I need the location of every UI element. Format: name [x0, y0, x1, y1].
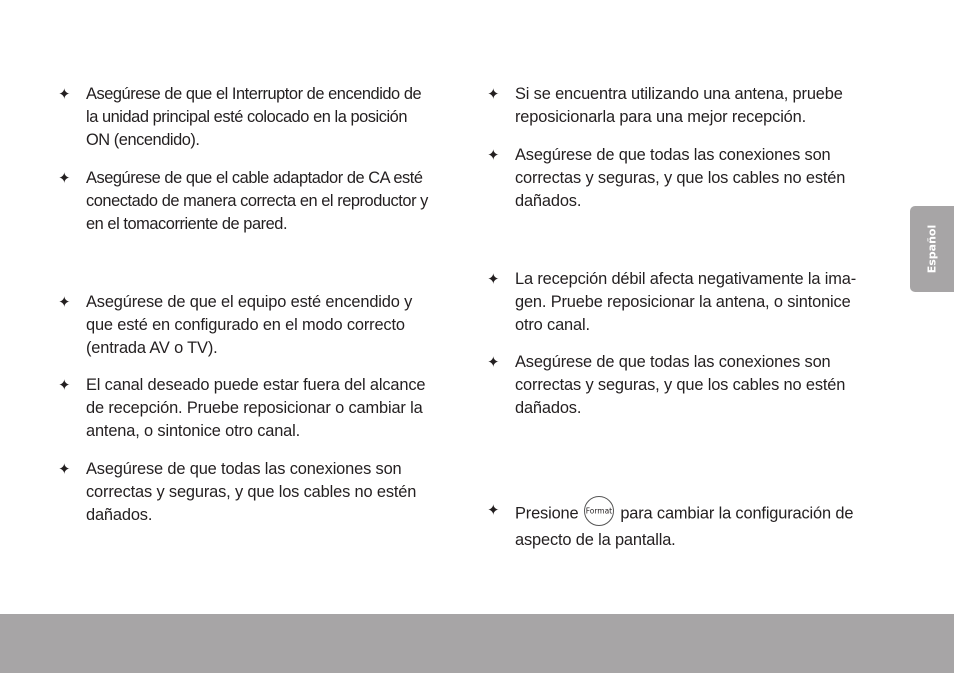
- item-line: correctas y seguras, y que los cables no estén: [515, 376, 846, 395]
- language-tab: [910, 206, 954, 292]
- list-item: [487, 144, 925, 214]
- list-item: [487, 268, 925, 338]
- item-line: otro canal.: [515, 316, 590, 335]
- item-line: que esté en configurado en el modo correcto: [86, 316, 405, 335]
- item-line: gen. Pruebe reposicionar la antena, o sintonice: [515, 293, 851, 312]
- item-line: de recepción. Pruebe reposicionar o cambiar la: [86, 399, 423, 418]
- item-line: antena, o sintonice otro canal.: [86, 422, 301, 441]
- footer-band: [0, 614, 954, 673]
- item-line: (entrada AV o TV).: [86, 339, 218, 358]
- list-item: [58, 374, 498, 444]
- star-bullet-icon: ✦: [58, 461, 71, 478]
- star-bullet-icon: ✦: [487, 354, 500, 371]
- item-line: Asegúrese de que todas las conexiones son: [515, 353, 831, 371]
- item-line: Asegúrese de que el cable adaptador de CA esté: [86, 169, 423, 187]
- item-line: en el tomacorriente de pared.: [86, 215, 288, 234]
- item-text: Presione: [515, 504, 579, 523]
- list-item: [58, 291, 498, 361]
- star-bullet-icon: ✦: [58, 294, 71, 311]
- star-bullet-icon: ✦: [487, 271, 500, 288]
- item-line: dañados.: [86, 506, 153, 525]
- list-item: [487, 499, 925, 552]
- star-bullet-icon: ✦: [487, 147, 500, 164]
- item-line: Asegúrese de que el equipo esté encendido y: [86, 293, 413, 311]
- item-line: Asegúrese de que todas las conexiones son: [86, 460, 402, 478]
- item-text: para cambiar la configuración de: [620, 504, 854, 523]
- list-item: [58, 458, 498, 528]
- item-line: Asegúrese de que el Interruptor de encendido de: [86, 85, 422, 103]
- star-bullet-icon: ✦: [487, 502, 500, 519]
- star-bullet-icon: ✦: [487, 86, 500, 103]
- item-line: aspecto de la pantalla.: [515, 531, 676, 549]
- language-tab-label: Español: [925, 224, 939, 274]
- item-line: correctas y seguras, y que los cables no estén: [515, 169, 846, 188]
- item-line: correctas y seguras, y que los cables no estén: [86, 483, 417, 502]
- item-line: dañados.: [515, 192, 582, 211]
- list-item: [58, 167, 498, 237]
- item-line: [515, 499, 925, 529]
- item-line: conectado de manera correcta en el reproductor y: [86, 192, 428, 211]
- item-line: Si se encuentra utilizando una antena, pruebe: [515, 85, 843, 103]
- item-line: reposicionarla para una mejor recepción.: [515, 108, 807, 127]
- item-line: dañados.: [515, 399, 582, 418]
- format-button-label: Format: [585, 506, 613, 516]
- list-item: [487, 351, 925, 421]
- format-button-icon: [584, 496, 614, 526]
- item-line: Asegúrese de que todas las conexiones son: [515, 146, 831, 164]
- item-line: ON (encendido).: [86, 131, 200, 150]
- list-item: [487, 83, 925, 129]
- item-line: El canal deseado puede estar fuera del alcance: [86, 376, 426, 394]
- star-bullet-icon: ✦: [58, 86, 71, 103]
- list-item: [58, 83, 498, 153]
- star-bullet-icon: ✦: [58, 377, 71, 394]
- item-line: la unidad principal esté colocado en la posición: [86, 108, 408, 127]
- star-bullet-icon: ✦: [58, 170, 71, 187]
- item-line: La recepción débil afecta negativamente la ima-: [515, 270, 857, 288]
